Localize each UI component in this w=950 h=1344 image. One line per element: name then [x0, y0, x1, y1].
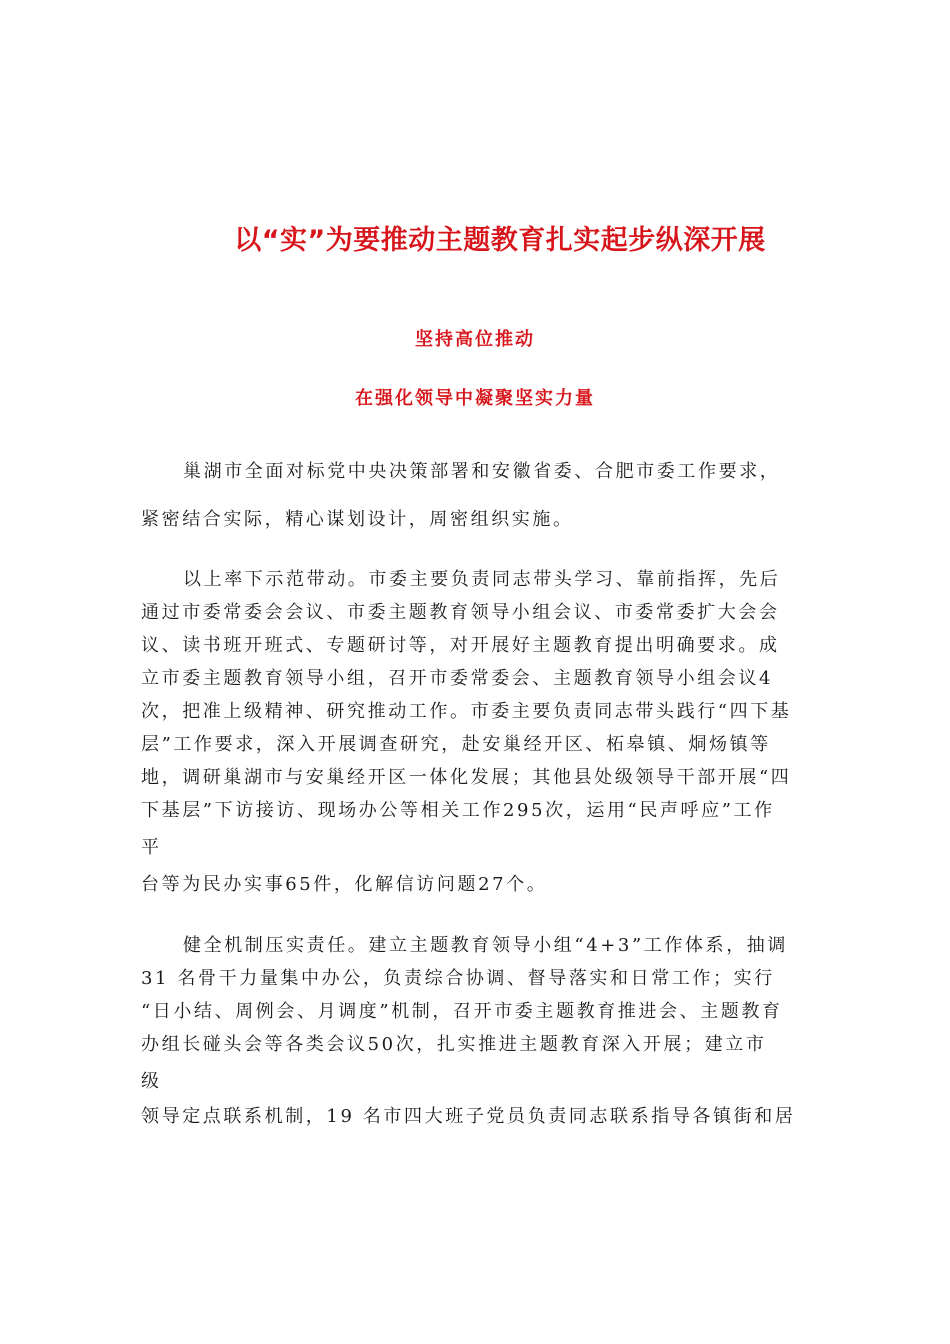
paragraph-line: 31 名骨干力量集中办公，负责综合协调、督导落实和日常工作；实行 — [141, 968, 775, 989]
paragraph-line: 领导定点联系机制，19 名市四大班子党员负责同志联系指导各镇街和居 — [141, 1106, 796, 1127]
paragraph-line: 下基层”下访接访、现场办公等相关工作295次，运用“民声呼应”工作 — [141, 800, 775, 821]
paragraph-line: 层”工作要求，深入开展调查研究，赴安巢经开区、柘皋镇、烔炀镇等 — [141, 734, 771, 755]
paragraph-line: 紧密结合实际，精心谋划设计，周密组织实施。 — [141, 509, 574, 530]
paragraph-line: 健全机制压实责任。建立主题教育领导小组“4+3”工作体系，抽调 — [183, 935, 788, 956]
paragraph-line: 巢湖市全面对标党中央决策部署和安徽省委、合肥市委工作要求， — [183, 461, 781, 482]
section-heading: 坚持高位推动 — [415, 329, 535, 350]
paragraph-line: 次，把准上级精神、研究推动工作。市委主要负责同志带头践行“四下基 — [141, 701, 792, 722]
paragraph-line: “日小结、周例会、月调度”机制，召开市委主题教育推进会、主题教育 — [141, 1001, 783, 1022]
paragraph-line: 办组长碰头会等各类会议50次，扎实推进主题教育深入开展；建立市 — [141, 1034, 767, 1055]
paragraph-line: 议、读书班开班式、专题研讨等，对开展好主题教育提出明确要求。成 — [141, 635, 780, 656]
document-title: 以“实”为要推动主题教育扎实起步纵深开展 — [234, 225, 766, 256]
paragraph-line: 立市委主题教育领导小组，召开市委常委会、主题教育领导小组会议4 — [141, 668, 774, 689]
section-subheading: 在强化领导中凝聚坚实力量 — [355, 388, 595, 409]
paragraph-line: 台等为民办实事65件，化解信访问题27个。 — [141, 874, 548, 895]
paragraph-line: 通过市委常委会会议、市委主题教育领导小组会议、市委常委扩大会会 — [141, 602, 780, 623]
paragraph-line: 级 — [141, 1071, 162, 1092]
paragraph-line: 以上率下示范带动。市委主要负责同志带头学习、靠前指挥，先后 — [183, 569, 781, 590]
paragraph-line: 平 — [141, 837, 162, 858]
paragraph-line: 地，调研巢湖市与安巢经开区一体化发展；其他县处级领导干部开展“四 — [141, 767, 792, 788]
